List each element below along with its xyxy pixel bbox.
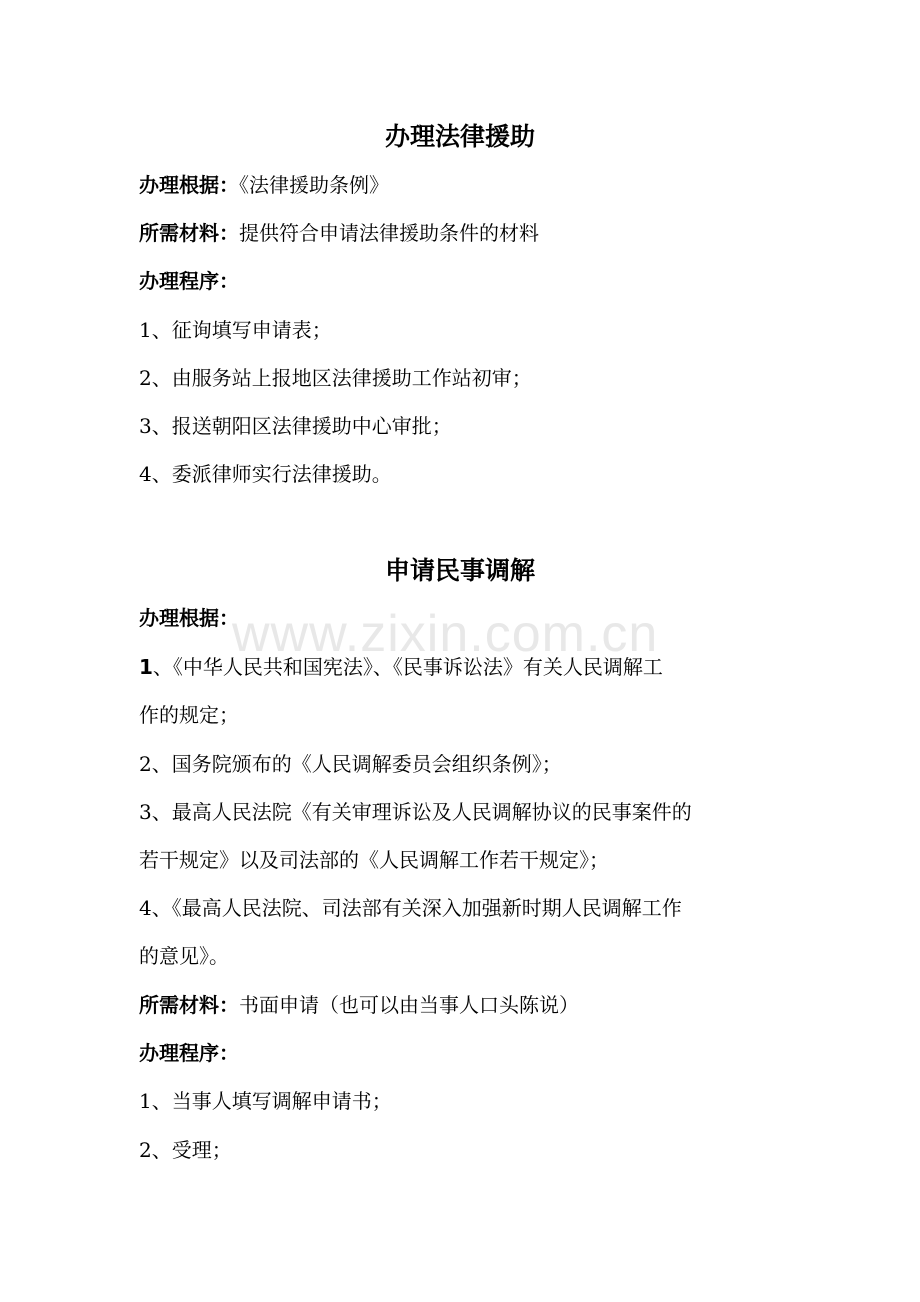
section1-step-2: 2、由服务站上报地区法律援助工作站初审； (139, 366, 532, 390)
section1-materials-value: 提供符合申请法律援助条件的材料 (239, 221, 539, 245)
section2-step-1: 1、当事人填写调解申请书； (139, 1089, 392, 1113)
section1-step-4: 4、委派律师实行法律援助。 (139, 462, 392, 486)
section2-basis-line-1 (139, 654, 799, 680)
section1-basis (139, 172, 799, 198)
section2-materials (139, 992, 799, 1018)
section1-materials-label: 所需材料： (139, 221, 239, 245)
section2-title: 申请民事调解 (384, 556, 535, 585)
section2-basis (139, 605, 799, 631)
section1-basis-value: 《法律援助条例》 (239, 173, 389, 197)
section2-basis-text-1: 、《中华人民共和国宪法》、《民事诉讼法》有关人民调解工 (152, 655, 663, 679)
section1-title: 办理法律援助 (384, 122, 535, 151)
section1-procedure-label: 办理程序： (139, 269, 239, 293)
watermark: www.zixin.com.cn (232, 605, 659, 663)
section1-procedure (139, 268, 799, 294)
section2-basis-line-5: 若干规定》以及司法部的《人民调解工作若干规定》； (139, 848, 609, 872)
section1-materials (139, 220, 799, 246)
section2-basis-line-3: 2、国务院颁布的《人民调解委员会组织条例》； (139, 752, 562, 776)
section2-procedure-label: 办理程序： (139, 1041, 239, 1065)
section2-procedure (139, 1040, 799, 1066)
section2-basis-line-6: 4、《最高人民法院、司法部有关深入加强新时期人民调解工作 (139, 896, 682, 920)
section2-materials-label: 所需材料： (139, 993, 239, 1017)
section1-basis-label: 办理根据： (139, 173, 239, 197)
section2-basis-line-4: 3、最高人民法院《有关审理诉讼及人民调解协议的民事案件的 (139, 800, 692, 824)
section2-basis-line-2: 作的规定； (139, 703, 239, 727)
section2-basis-line-7: 的意见》。 (139, 944, 229, 968)
section2-step-2: 2、受理； (139, 1138, 232, 1162)
section1-step-1: 1、征询填写申请表； (139, 318, 332, 342)
section2-basis-label: 办理根据： (139, 606, 239, 630)
section2-materials-value: 书面申请（也可以由当事人口头陈说） (239, 993, 579, 1017)
section2-basis-number-1: 1 (139, 655, 153, 679)
section1-step-3: 3、报送朝阳区法律援助中心审批； (139, 414, 452, 438)
